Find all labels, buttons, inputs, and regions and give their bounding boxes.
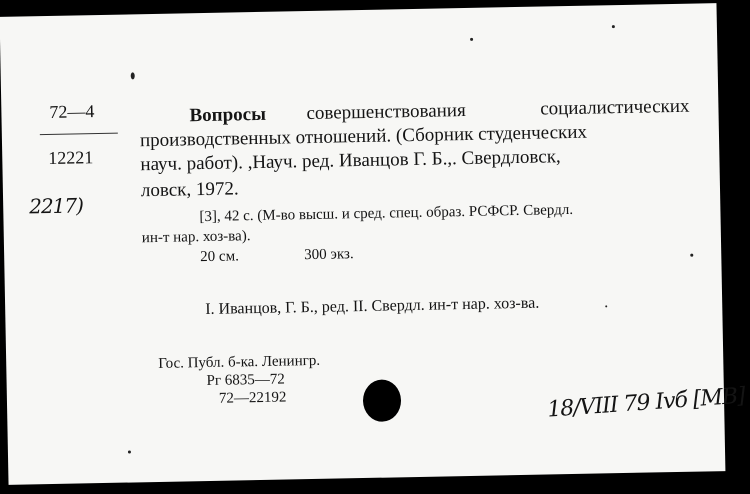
- ink-speck: [131, 72, 135, 79]
- library-line-3: 72—22192: [218, 389, 287, 407]
- library-line-2: Рг 6835—72: [206, 371, 285, 390]
- punch-hole: [363, 379, 402, 422]
- title-line-3: науч. работ). ,Науч. ред. Иванцов Г. Б.,. Свердловск,: [140, 146, 561, 176]
- ink-speck: [128, 450, 131, 453]
- handwritten-note: 18/VIII 79 Ivб [MB]: [546, 383, 746, 423]
- collation-line-2: ин-т нар. хоз-ва).: [141, 228, 251, 247]
- collation-line-3: [200, 246, 354, 266]
- handwritten-number: 2217): [28, 193, 84, 219]
- title-line-2: производственных отношений. (Сборник студенческих: [139, 121, 588, 152]
- ink-speck: [470, 38, 473, 41]
- ink-speck: [690, 254, 693, 257]
- inventory-number: 12221: [48, 147, 94, 169]
- title-line-4: ловск, 1972.: [140, 178, 239, 202]
- title-bold-word: Вопросы: [189, 103, 267, 127]
- collation-size: 20 см.: [200, 248, 240, 266]
- title-line-1: [189, 96, 689, 128]
- ink-speck: [612, 25, 615, 28]
- collation-line-1: [3], 42 с. (М-во высш. и сред. спец. образ. РСФСР. Свердл.: [199, 201, 574, 226]
- print-run: 300 экз.: [304, 246, 354, 264]
- shelfmark-top: 72—4: [49, 101, 95, 122]
- title-line-1-end: социалистических: [540, 95, 690, 120]
- ink-speck: [605, 305, 607, 307]
- library-line-1: Гос. Публ. б-ка. Ленингр.: [158, 352, 321, 372]
- title-line-1-rest: совершенствования: [306, 99, 466, 125]
- shelfmark-divider: [40, 133, 118, 135]
- tracings: I. Иванцов, Г. Б., ред. II. Свердл. ин-т нар. хоз-ва.: [205, 294, 540, 319]
- catalog-card: [0, 3, 746, 485]
